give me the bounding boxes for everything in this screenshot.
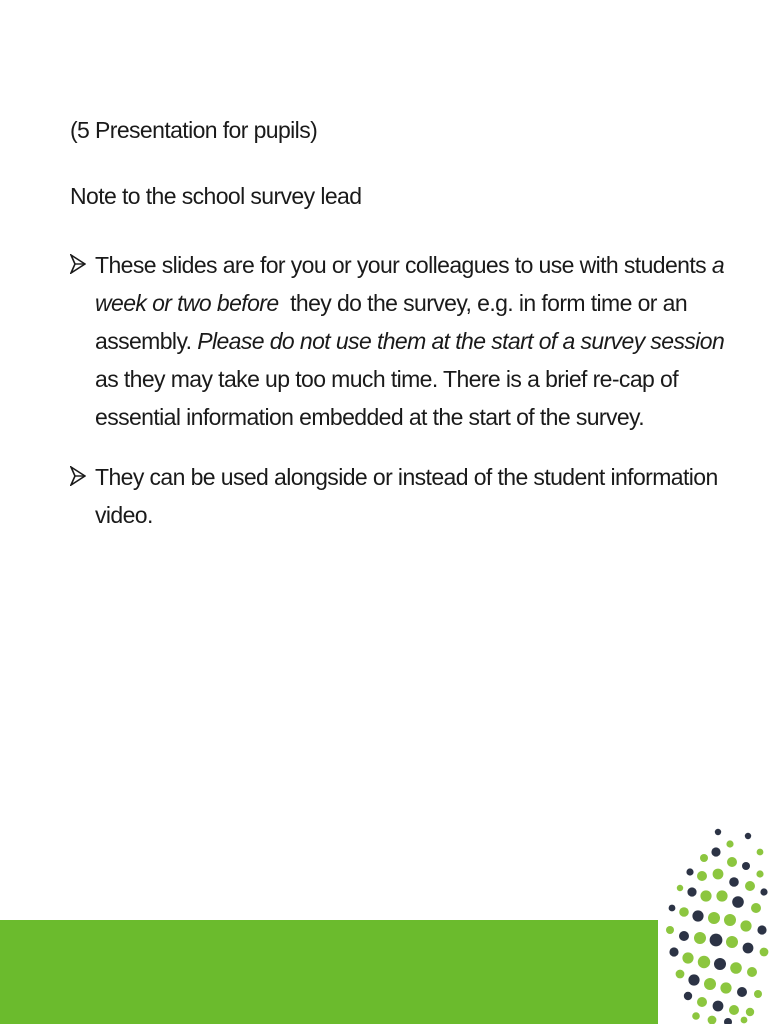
bullet-list: [70, 246, 725, 556]
italic-text: a: [711, 252, 725, 278]
logo-dot: [710, 934, 723, 947]
logo-dot: [737, 987, 747, 997]
logo-dot: [730, 962, 742, 974]
logo-dot: [700, 890, 711, 901]
logo-dot: [687, 887, 696, 896]
text-run: they do the survey, e.g. in form time or an: [278, 290, 688, 316]
text-line: [95, 360, 678, 398]
logo-dot: [676, 970, 685, 979]
text-run: They can be used alongside or instead of the student information: [95, 464, 718, 490]
bullet-text: [95, 246, 725, 436]
logo-dot: [669, 947, 678, 956]
logo-dot: [679, 931, 689, 941]
logo-dot: [751, 903, 761, 913]
text-line: [95, 398, 645, 436]
bullet-item: [70, 458, 718, 534]
logo-dot: [729, 1005, 739, 1015]
logo-dot: [729, 877, 739, 887]
logo-dot: [684, 992, 692, 1000]
logo-dot: [711, 847, 720, 856]
logo-dot: [760, 948, 769, 957]
logo-dot: [726, 936, 738, 948]
text-run: These slides are for you or your colleagues to use with students: [95, 252, 712, 278]
footer-green-bar: [0, 920, 658, 1024]
logo-dot: [745, 833, 751, 839]
logo-dot: [697, 871, 707, 881]
logo-dot: [726, 840, 733, 847]
text-line: [95, 284, 688, 322]
logo-dot: [741, 1017, 748, 1024]
text-run: assembly.: [95, 328, 198, 354]
logo-dot: [740, 920, 751, 931]
logo-dot: [732, 896, 744, 908]
bullet-text: [95, 458, 718, 534]
logo-dot: [694, 932, 706, 944]
arrowhead-bullet-icon: [70, 466, 86, 486]
logo-dot: [714, 958, 726, 970]
logo-dot: [720, 982, 731, 993]
logo-dot: [713, 1001, 724, 1012]
arrowhead-bullet-icon: [70, 254, 86, 274]
logo-dot: [679, 907, 689, 917]
logo-dot: [697, 997, 707, 1007]
logo-dot: [708, 912, 720, 924]
logo-dot: [692, 1012, 700, 1020]
logo-dot: [716, 890, 727, 901]
logo-dot: [666, 926, 674, 934]
logo-dot: [692, 910, 703, 921]
logo-dot: [745, 881, 755, 891]
logo-dot: [688, 974, 699, 985]
text-line: [95, 246, 725, 284]
italic-text: Please do not use them at the start of a survey session: [197, 328, 725, 354]
text-run: as they may take up too much time. There is a brief re-cap of: [95, 366, 678, 392]
logo-dot: [724, 914, 736, 926]
logo-dot: [756, 870, 763, 877]
text-line: [95, 496, 630, 534]
logo-dot: [757, 925, 766, 934]
text-run: essential information embedded at the start of the survey.: [95, 404, 645, 430]
text-line: [95, 458, 718, 496]
logo-dot: [669, 905, 676, 912]
note-heading: Note to the school survey lead: [70, 183, 362, 209]
logo-dot: [743, 943, 754, 954]
italic-text: week or two before: [95, 290, 279, 316]
dots-logo: [660, 822, 770, 1024]
logo-dot: [715, 829, 721, 835]
logo-dot: [760, 888, 767, 895]
text-line: [95, 322, 725, 360]
logo-dot: [754, 990, 762, 998]
logo-dot: [700, 854, 708, 862]
slide-subtitle: (5 Presentation for pupils): [70, 117, 318, 143]
logo-dot: [698, 956, 710, 968]
logo-dot: [704, 978, 716, 990]
bullet-item: [70, 246, 725, 436]
text-run: video.: [95, 502, 153, 528]
logo-dot: [682, 952, 693, 963]
logo-dot: [713, 869, 724, 880]
logo-dot: [746, 1008, 754, 1016]
logo-dot: [727, 857, 737, 867]
logo-dot: [686, 868, 693, 875]
logo-dot: [742, 862, 750, 870]
logo-dot: [677, 885, 683, 891]
logo-dot: [757, 849, 764, 856]
logo-dot: [724, 1018, 732, 1024]
logo-dot: [747, 967, 757, 977]
logo-dot: [708, 1016, 717, 1024]
